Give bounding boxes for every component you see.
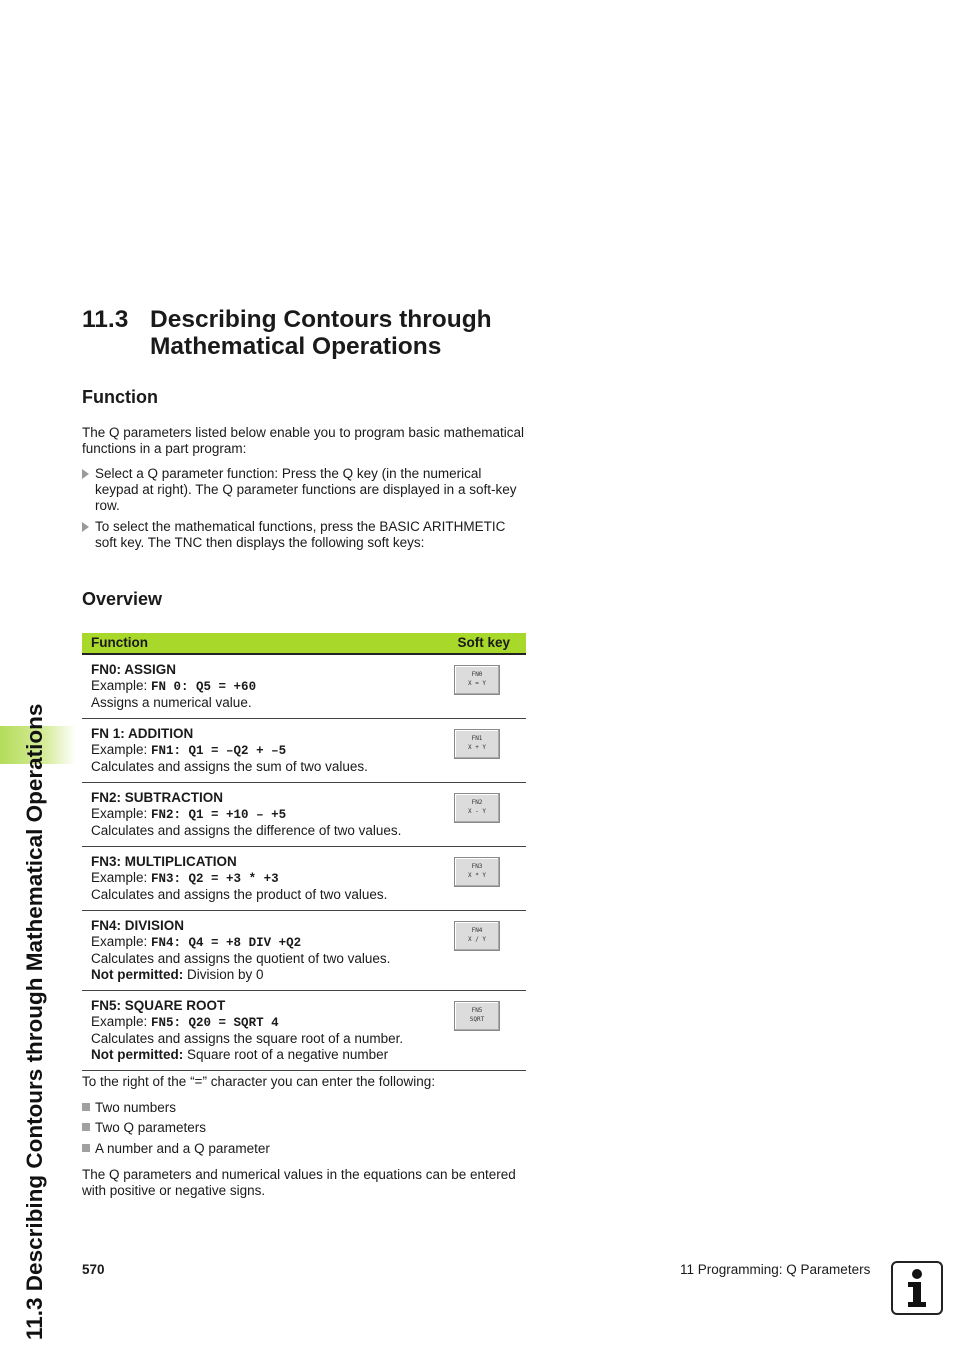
col-softkey-header: Soft key: [457, 635, 510, 650]
square-bullet-icon: [82, 1103, 90, 1111]
function-intro: The Q parameters listed below enable you to program basic mathematical functions in a part program:: [82, 425, 524, 456]
step-item: To select the mathematical functions, press the BASIC ARITHMETIC soft key. The TNC then displays the following soft keys:: [82, 519, 526, 551]
list-item: A number and a Q parameter: [82, 1141, 270, 1157]
function-heading: Function: [82, 387, 158, 407]
softkey-fn4[interactable]: FN4 X / Y: [454, 921, 500, 951]
table-row: FN4: DIVISION Example: FN4: Q4 = +8 DIV +Q2 Calculates and assigns the quotient of two values. Not permitted: Division by 0 FN4 X / Y: [82, 911, 526, 991]
table-header: [82, 633, 526, 655]
table-row: FN 1: ADDITION Example: FN1: Q1 = –Q2 + –5 Calculates and assigns the sum of two values. FN1 X + Y: [82, 719, 526, 783]
side-running-title: 11.3 Describing Contours through Mathematical Operations: [22, 703, 47, 1340]
arrow-bullet-icon: [82, 469, 89, 479]
square-bullet-icon: [82, 1123, 90, 1131]
section-number: 11.3: [82, 306, 129, 333]
arrow-bullet-icon: [82, 522, 89, 532]
softkey-fn3[interactable]: FN3 X * Y: [454, 857, 500, 887]
table-row: FN3: MULTIPLICATION Example: FN3: Q2 = +3 * +3 Calculates and assigns the product of two values. FN3 X * Y: [82, 847, 526, 911]
softkey-fn0[interactable]: FN0 X = Y: [454, 665, 500, 695]
after-table-intro: To the right of the “=” character you can enter the following:: [82, 1074, 436, 1089]
softkey-fn1[interactable]: FN1 X + Y: [454, 729, 500, 759]
page-number: 570: [82, 1262, 105, 1277]
list-item: Two numbers: [82, 1100, 176, 1116]
chapter-footer: 11 Programming: Q Parameters: [680, 1262, 871, 1277]
softkey-fn2[interactable]: FN2 X - Y: [454, 793, 500, 823]
step-item: Select a Q parameter function: Press the Q key (in the numerical keypad at right). The Q parameter functions are displayed in a soft-key row.: [82, 466, 526, 514]
col-function-header: Function: [91, 635, 148, 650]
overview-heading: Overview: [82, 589, 163, 609]
closing-paragraph: The Q parameters and numerical values in the equations can be entered with positive or negative signs.: [82, 1167, 516, 1198]
info-icon: [891, 1261, 943, 1315]
softkey-fn5[interactable]: FN5 SQRT: [454, 1001, 500, 1031]
overview-table: [82, 633, 526, 1071]
table-row: FN5: SQUARE ROOT Example: FN5: Q20 = SQRT 4 Calculates and assigns the square root of a number. Not permitted: Square root of a negative number FN5 SQRT: [82, 991, 526, 1071]
list-item: Two Q parameters: [82, 1120, 206, 1136]
table-row: FN2: SUBTRACTION Example: FN2: Q1 = +10 – +5 Calculates and assigns the difference of two values. FN2 X - Y: [82, 783, 526, 847]
table-row: FN0: ASSIGN Example: FN 0: Q5 = +60 Assigns a numerical value. FN0 X = Y: [82, 655, 526, 719]
square-bullet-icon: [82, 1144, 90, 1152]
section-title: Describing Contours through Mathematical Operations: [150, 306, 492, 360]
